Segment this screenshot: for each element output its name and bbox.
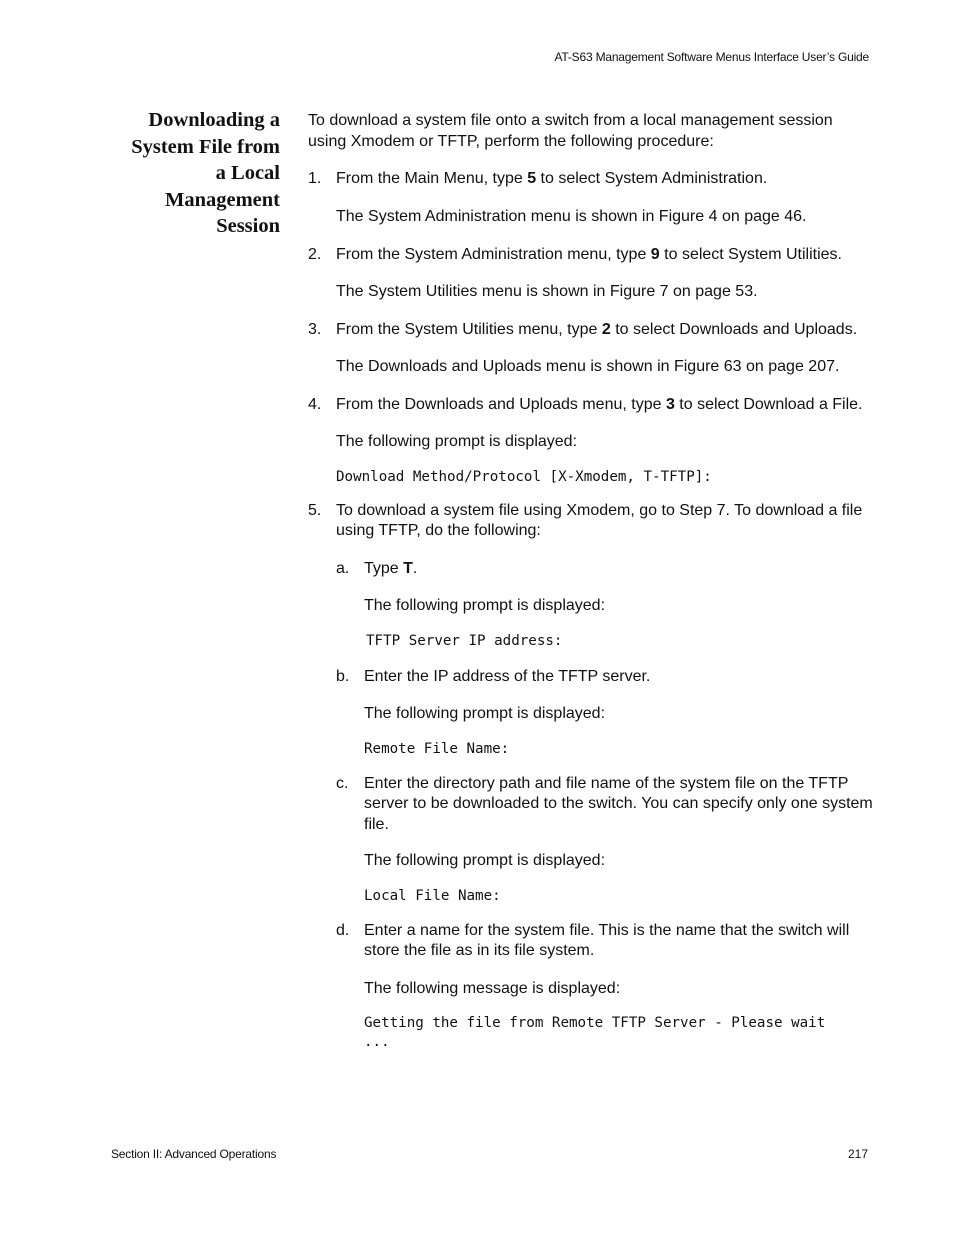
substep-text: Enter the directory path and file name of the system file on the TFTP server to be downloaded to the switch. You can specify only one system file. bbox=[364, 774, 873, 833]
step-number: 5. bbox=[308, 501, 322, 519]
section-heading-line: System File from bbox=[131, 135, 280, 158]
step-text: From the System Administration menu, type 9 to select System Utilities. bbox=[336, 245, 842, 263]
running-header: AT-S63 Management Software Menus Interface User’s Guide bbox=[554, 50, 869, 64]
substep-note: The following message is displayed: bbox=[364, 979, 621, 997]
page-number: 217 bbox=[847, 1147, 868, 1161]
prompt-code: Local File Name: bbox=[364, 887, 501, 904]
prompt-code: TFTP Server IP address: bbox=[366, 632, 563, 649]
substep-note: The following prompt is displayed: bbox=[364, 597, 606, 614]
step-4 bbox=[308, 395, 873, 487]
step-note: The System Administration menu is shown in Figure 4 on page 46. bbox=[336, 208, 807, 225]
section-heading-line: Session bbox=[216, 215, 280, 237]
step-text: To download a system file using Xmodem, go to Step 7. To download a file using TFTP, do the following: bbox=[336, 501, 863, 539]
section-heading-line: Management bbox=[164, 188, 280, 211]
footer-section: Section II: Advanced Operations bbox=[111, 1147, 277, 1161]
key-value: 5 bbox=[527, 170, 537, 187]
substep-label: b. bbox=[336, 667, 350, 685]
step-text: From the System Utilities menu, type 2 to select Downloads and Uploads. bbox=[336, 320, 858, 338]
prompt-code: Download Method/Protocol [X-Xmodem, T-TFTP]: bbox=[336, 468, 712, 485]
step-5 bbox=[308, 501, 873, 1052]
key-value: 9 bbox=[650, 245, 660, 263]
message-code: Getting the file from Remote TFTP Server - Please wait bbox=[364, 1015, 826, 1031]
key-value: 3 bbox=[665, 395, 675, 413]
substep-a bbox=[336, 559, 873, 651]
substep-label: d. bbox=[336, 921, 350, 939]
step-2 bbox=[308, 245, 873, 303]
intro-paragraph: To download a system file onto a switch from a local management session using Xmodem or TFTP, perform the following procedure: bbox=[308, 112, 833, 150]
step-number: 3. bbox=[308, 320, 322, 338]
substep-d bbox=[336, 921, 873, 1052]
step-number: 2. bbox=[308, 245, 322, 263]
step-note: The System Utilities menu is shown in Figure 7 on page 53. bbox=[336, 283, 758, 300]
substep-text: Enter a name for the system file. This is the name that the switch will store the file as in its file system. bbox=[364, 921, 850, 959]
message-code-continuation: ... bbox=[364, 1034, 390, 1050]
step-number: 1. bbox=[308, 170, 322, 187]
step-1 bbox=[308, 169, 873, 228]
substep-text: Enter the IP address of the TFTP server. bbox=[364, 667, 651, 685]
section-heading-line: Downloading a bbox=[148, 109, 280, 131]
key-value: T bbox=[403, 559, 413, 577]
step-note: The Downloads and Uploads menu is shown in Figure 63 on page 207. bbox=[336, 358, 840, 375]
step-text: From the Main Menu, type 5 to select System Administration. bbox=[336, 170, 768, 187]
step-note: The following prompt is displayed: bbox=[336, 433, 578, 450]
substep-b bbox=[336, 667, 873, 759]
substep-c bbox=[336, 774, 873, 906]
prompt-code: Remote File Name: bbox=[364, 740, 510, 757]
section-heading-line: a Local bbox=[215, 162, 280, 184]
substep-label: c. bbox=[336, 774, 349, 792]
step-text: From the Downloads and Uploads menu, type 3 to select Download a File. bbox=[336, 395, 863, 413]
substep-text: Type T. bbox=[364, 559, 418, 577]
step-3 bbox=[308, 320, 873, 378]
substep-note: The following prompt is displayed: bbox=[364, 852, 606, 869]
main-content bbox=[308, 111, 873, 1051]
substep-note: The following prompt is displayed: bbox=[364, 705, 606, 722]
substep-label: a. bbox=[336, 559, 350, 577]
key-value: 2 bbox=[601, 320, 611, 338]
section-heading bbox=[110, 107, 280, 240]
step-number: 4. bbox=[308, 395, 322, 413]
